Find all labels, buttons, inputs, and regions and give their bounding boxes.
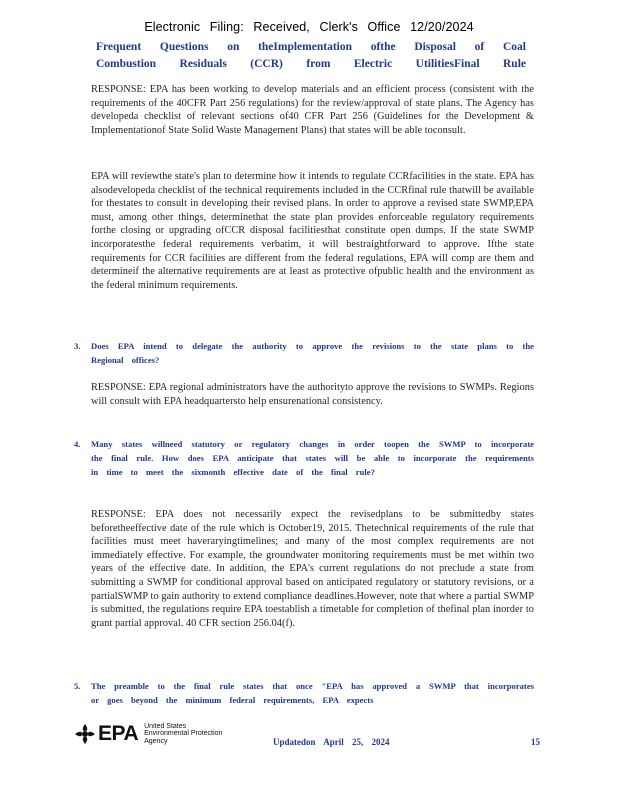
question-number: 3.	[74, 341, 81, 351]
agency-line: United States	[144, 722, 187, 730]
page-number: 15	[531, 737, 540, 747]
question-text: The preamble to the final rule states that once "EPA has approved a SWMP that incorporates or goes beyond the minimum federal requirements, EPA expects	[91, 681, 534, 705]
page-title-line-2: Combustion Residuals (CCR) from Electric UtilitiesFinal Rule	[96, 58, 526, 70]
response-paragraph: RESPONSE: EPA has been working to develop materials and an efficient process (consistent with the requirements of the 40CFR Part 256 regulations) for the review/approval of state plans. The Agency has developeda checklist of relevant sections of40 CFR Part 256 (Guidelines for the Development & Implementationof State Solid Waste Management Plans) that states will be able toconsult.	[91, 84, 534, 136]
agency-line: Agency	[144, 737, 168, 745]
agency-name	[144, 723, 222, 746]
epa-flower-icon	[74, 723, 96, 745]
page-title	[96, 39, 526, 73]
response-paragraph: RESPONSE: EPA regional administrators have the authorityto approve the revisions to SWMPs. Regions will consult with EPA headquartersto help ensurenational consistency.	[91, 382, 534, 407]
question-5	[74, 680, 534, 708]
agency-line: Environmental Protection	[144, 730, 223, 738]
filing-stamp: Electronic Filing: Received, Clerk's Office 12/20/2024	[144, 20, 474, 34]
epa-logo	[74, 722, 222, 746]
question-4	[74, 438, 534, 479]
question-text: Does EPA intend to delegate the authority to approve the revisions to the state plans to the Regional offices?	[91, 341, 534, 365]
question-text: Many states willneed statutory or regulatory changes in order toopen the SWMP to incorporate the final rule. How does EPA anticipate that states will be able to incorporate the requirements in time to meet the sixmonth effective date of the final rule?	[91, 439, 534, 477]
question-3	[74, 340, 534, 368]
updated-date: Updatedon April 25, 2024	[273, 737, 390, 747]
response-paragraph-continued: EPA will reviewthe state's plan to determine how it intends to regulate CCRfacilities in the state. EPA has alsodevelopeda checklist of the technical requirements included in the CCRfinal rule thatwill be available for thestates to consult in developing their revised plans. In order to approve a revised state SWMP,EPA must, among other things, determinethat the state plan provides enforceable regulatory requirements forthe closing or upgrading ofCCR disposal facilitiesthat constitute open dumps. If the state SWMP incorporatesthe federal requirements verbatim, it will bestraightforward to approve. Ifthe state requirements for CCR facilities are different from the federal regulations, EPA will comp are them and determineif the alternative requirements are at least as protective ofpublic health and the environment as the federal minimum requirements.	[91, 171, 534, 291]
question-number: 4.	[74, 439, 81, 449]
page-title-line-1: Frequent Questions on theImplementation ofthe Disposal of Coal	[96, 41, 526, 53]
epa-wordmark: EPA	[98, 722, 139, 745]
question-number: 5.	[74, 681, 81, 691]
response-paragraph: RESPONSE: EPA does not necessarily expect the revisedplans to be submittedby states beforetheeffective date of the rule which is October19, 2015. Thetechnical requirements of the rule that facilities must meet haveraryingtimelines; and many of the most complex requirements are not immediately effective. For example, the groundwater monitoring requirements must be met within two years of the effective date. In addition, the EPA's current regulations do not preclude a state from submitting a SWMP for conditional approval based on anticipated regulatory or statutory revisions, or a partialSWMP to gain authority to extend compliance deadlines.However, note that where a partial SWMP is submitted, the regulations require EPA toestablish a timetable for completion of thefinal plan inorder to grant partial approval. 40 CFR section 256.04(f).	[91, 509, 534, 629]
